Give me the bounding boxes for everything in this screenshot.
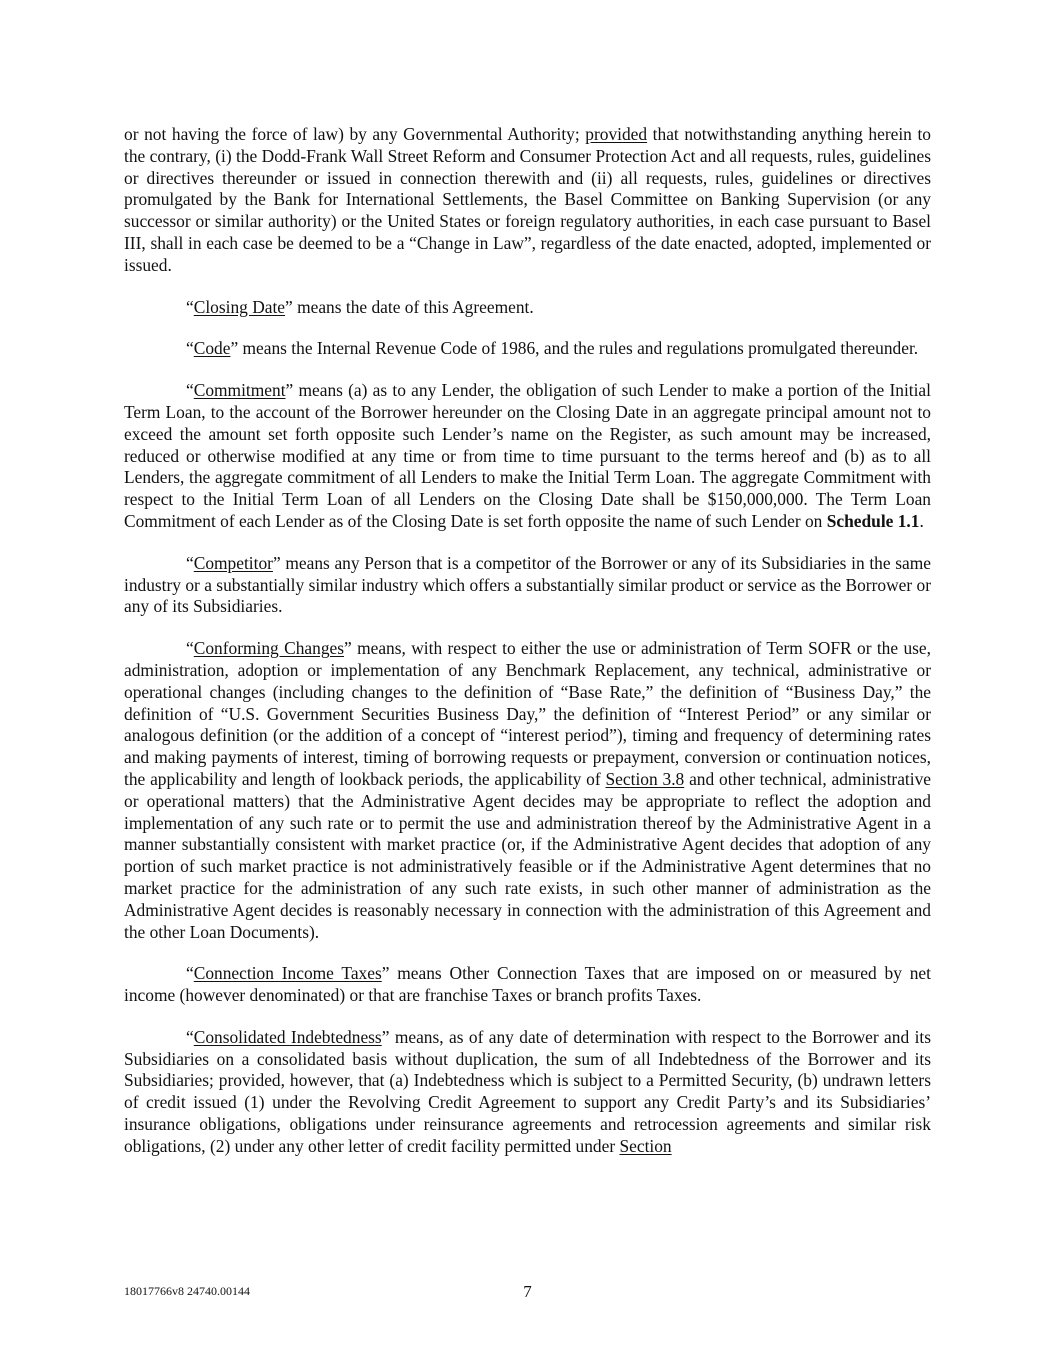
defined-term-consolidated-indebtedness: Consolidated Indebtedness (193, 1026, 382, 1047)
defined-term-connection-income-taxes: Connection Income Taxes (193, 963, 382, 984)
section-reference: Section 3.8 (605, 768, 685, 789)
document-id: 18017766v8 24740.00144 (124, 1284, 250, 1298)
definition-consolidated-indebtedness (124, 1027, 931, 1158)
open-quote: “ (186, 1026, 194, 1047)
document-body (124, 124, 931, 1178)
definition-closing-date (124, 297, 931, 319)
definition-text: and other technical, administrative or operational matters) that the Administrative Agent decides may be appropriate to reflect the adoption and implementation of any such rate or to permit the use and administration thereof by the Administrative Agent in a manner substantially consistent with market practice (or, if the Administrative Agent decides that adoption of any portion of such market practice is not administratively feasible or if the Administrative Agent determines that no market practice for the administration of any such rate exists, in such other manner of administration as the Administrative Agent decides is reasonably necessary in connection with the administration of this Agreement and the other Loan Documents). (124, 768, 931, 942)
definition-text: ” means the date of this Agreement. (285, 296, 534, 317)
definition-connection-income-taxes (124, 963, 931, 1007)
definition-text: ” means (a) as to any Lender, the obligation of such Lender to make a portion of the Initial Term Loan, to the account of the Borrower hereunder on the Closing Date in an aggregate principal amount not to exceed the amount set forth opposite such Lender’s name on the Register, as such amount may be increased, reduced or otherwise modified at any time or from time to time pursuant to the terms hereof and (b) as to all Lenders, the aggregate commitment of all Lenders to make the Initial Term Loan. The aggregate Commitment with respect to the Initial Term Loan of all Lenders on the Closing Date shall be $150,000,000. The Term Loan Commitment of each Lender as of the Closing Date is set forth opposite the name of such Lender on (124, 380, 931, 531)
definition-text: ” means, as of any date of determination with respect to the Borrower and its Subsidiaries on a consolidated basis without duplication, the sum of all Indebtedness of the Borrower and its Subsidiaries; provided, however, that (a) Indebtedness which is subject to a Permitted Security, (b) undrawn letters of credit issued (1) under the Revolving Credit Agreement to support any Credit Party’s and its Subsidiaries’ insurance obligations, obligations under reinsurance agreements and retrocession agreements and similar risk obligations, (2) under any other letter of credit facility permitted under (124, 1026, 931, 1156)
section-reference: Section (619, 1135, 672, 1156)
definition-commitment (124, 380, 931, 533)
open-quote: “ (186, 338, 194, 359)
text-run: or not having the force of law) by any Governmental Authority; (124, 124, 586, 144)
open-quote: “ (186, 380, 194, 401)
definition-end: . (919, 510, 924, 531)
open-quote: “ (186, 963, 194, 984)
defined-term-closing-date: Closing Date (193, 296, 286, 317)
provided-term: provided (585, 124, 648, 144)
definition-competitor (124, 553, 931, 618)
definition-text: ” means any Person that is a competitor of the Borrower or any of its Subsidiaries in the same industry or a substantially similar industry which offers a substantially similar product or service as the Borrower or any of its Subsidiaries. (124, 552, 931, 617)
definition-text: ” means, with respect to either the use or administration of Term SOFR or the use, administration, adoption or implementation of any Benchmark Replacement, any technical, administrative or operational changes (including changes to the definition of “Base Rate,” the definition of “Business Day,” the definition of “U.S. Government Securities Business Day,” the definition of “Interest Period” or any similar or analogous definition (or the addition of a concept of “interest period”), timing and frequency of determining rates and making payments of interest, timing of borrowing requests or prepayment, conversion or continuation notices, the applicability and length of lookback periods, the applicability of (124, 638, 931, 789)
definition-text: ” means Other Connection Taxes that are imposed on or measured by net income (however denominated) or that are franchise Taxes or branch profits Taxes. (124, 963, 931, 1006)
open-quote: “ (186, 296, 194, 317)
defined-term-code: Code (193, 338, 231, 359)
change-in-law-continuation (124, 124, 931, 277)
defined-term-conforming-changes: Conforming Changes (193, 638, 345, 659)
defined-term-competitor: Competitor (193, 552, 273, 573)
open-quote: “ (186, 552, 194, 573)
page-number: 7 (523, 1282, 532, 1301)
schedule-reference: Schedule 1.1 (826, 510, 920, 531)
definition-code (124, 338, 931, 360)
text-run: that notwithstanding anything herein to the contrary, (i) the Dodd-Frank Wall Street Reform and Consumer Protection Act and all requests, rules, guidelines or directives thereunder or issued in connection therewith and (ii) all requests, rules, guidelines or directives promulgated by the Bank for International Settlements, the Basel Committee on Banking Supervision (or any successor or similar authority) or the United States or foreign regulatory authorities, in each case pursuant to Basel III, shall in each case be deemed to be a “Change in Law”, regardless of the date enacted, adopted, implemented or issued. (124, 124, 931, 275)
defined-term-commitment: Commitment (193, 380, 286, 401)
definition-conforming-changes (124, 638, 931, 943)
open-quote: “ (186, 638, 194, 659)
definition-text: ” means the Internal Revenue Code of 1986, and the rules and regulations promulgated thereunder. (230, 338, 919, 359)
